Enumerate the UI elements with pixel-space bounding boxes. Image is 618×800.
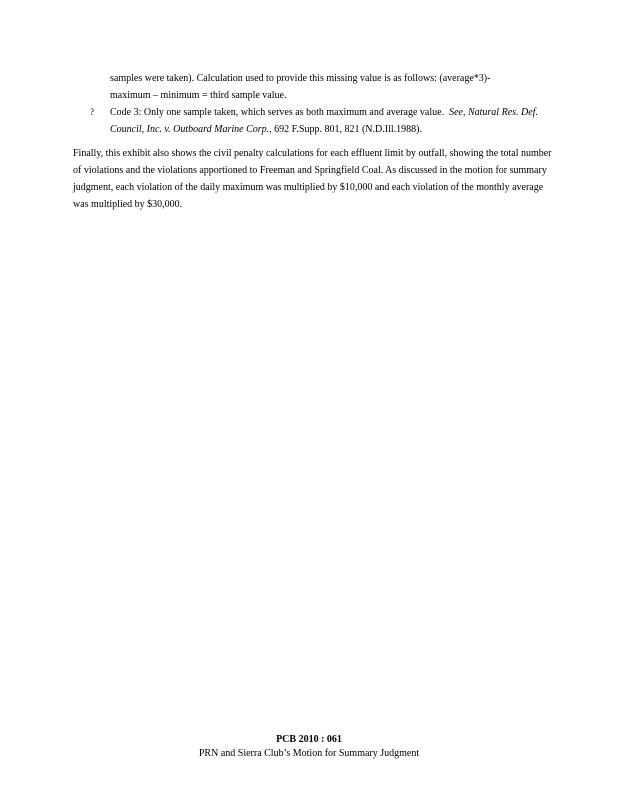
case-name: , Natural Res. Def. Council, Inc. v. Outboard Marine Corp.: [110, 107, 538, 135]
continued-line-1: samples were taken). Calculation used to provide this missing value is as follows: (average*3)‑: [110, 73, 491, 84]
list-item-text: [110, 104, 550, 138]
footer-case-number: PCB 2010 : 061: [276, 734, 342, 745]
see-signal: See: [449, 107, 463, 118]
code-3-description: Code 3: Only one sample taken, which serves as both maximum and average value.: [110, 107, 445, 118]
footer-document-title: PRN and Sierra Club’s Motion for Summary Judgment: [198, 748, 420, 759]
case-citation: , 692 F.Supp. 801, 821 (N.D.Ill.1988).: [269, 124, 422, 135]
body-paragraph: Finally, this exhibit also shows the civil penalty calculations for each effluent limit by outfall, showing the total number of violations and the violations apportioned to Freeman and Springfield Coal. As discussed in the motion for summary judgment, each violation of the daily maximum was multiplied by $10,000 and each violation of the monthly average was multiplied by $30,000.: [73, 148, 552, 210]
bullet-marker: ?: [90, 107, 94, 117]
continued-line-2: maximum – minimum = third sample value.: [110, 90, 287, 101]
continued-list-item: [110, 70, 550, 104]
